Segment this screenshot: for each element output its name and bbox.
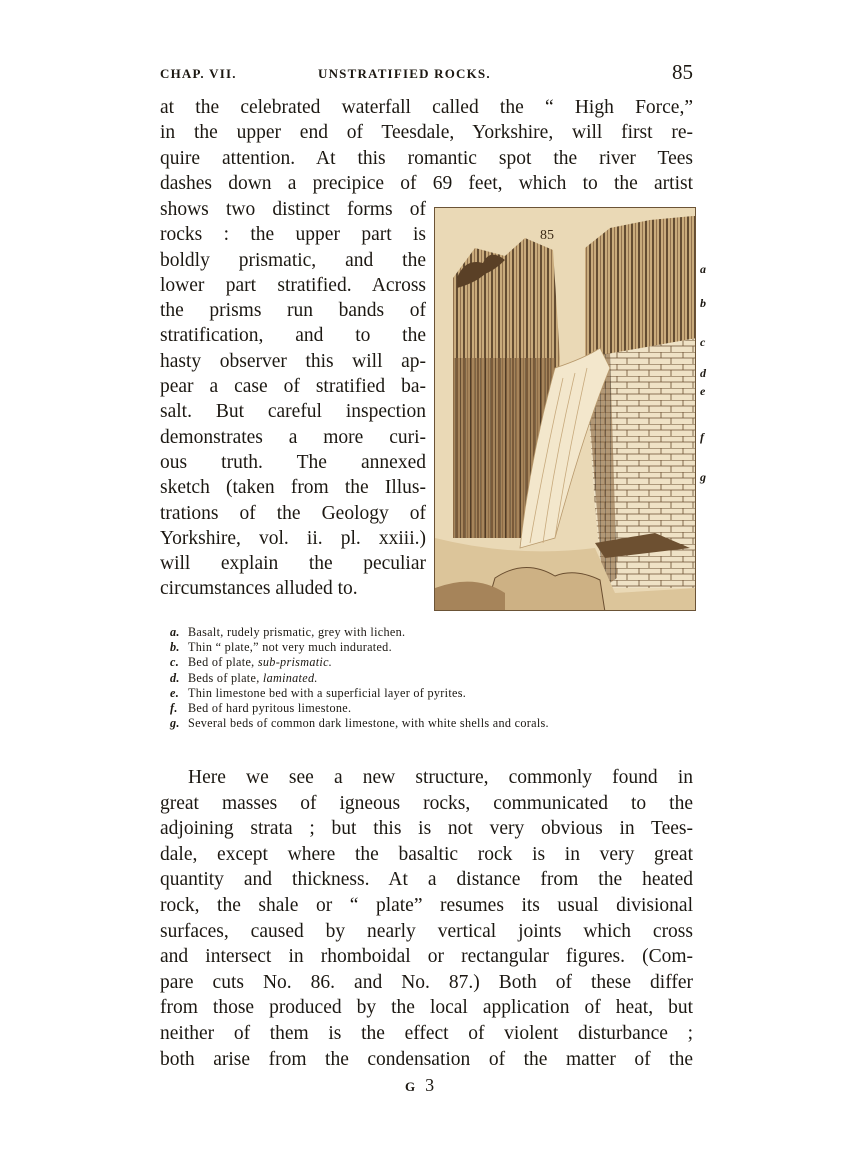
caption-key: a. [170, 625, 180, 639]
figure-key-f: f [700, 430, 704, 444]
text-line: boldly prismatic, and the [160, 249, 426, 271]
text-line: dashes down a precipice of 69 feet, which to the artist [160, 172, 693, 194]
text-line: trations of the Geology of [160, 502, 426, 524]
chapter-title: UNSTRATIFIED ROCKS. [318, 66, 491, 81]
text-line: Here we see a new structure, commonly found in [188, 767, 693, 788]
text-line: rock, the shale or “ plate” resumes its usual divisional [160, 894, 693, 916]
figure-key-c: c [700, 335, 706, 349]
text-line: the prisms run bands of [160, 300, 426, 322]
caption-text: Basalt, rudely prismatic, grey with lichen. [188, 625, 406, 639]
text-line: and intersect in rhomboidal or rectangular figures. (Com- [160, 946, 693, 968]
text-line: circumstances alluded to. [160, 578, 358, 600]
caption-text: Bed of hard pyritous limestone. [188, 701, 352, 716]
caption-item [170, 625, 700, 640]
text-line: great masses of igneous rocks, communicated to the [160, 792, 693, 814]
figure-number: 85 [540, 228, 554, 243]
text-line: lower part stratified. Across [160, 274, 426, 296]
caption-item [170, 686, 700, 701]
text-line: quire attention. At this romantic spot the river Tees [160, 147, 693, 169]
text-line: in the upper end of Teesdale, Yorkshire, will first re- [160, 122, 693, 144]
text-line: shows two distinct forms of [160, 199, 426, 220]
text-line: demonstrates a more curi- [160, 426, 426, 448]
caption-item [170, 701, 700, 716]
text-line: at the celebrated waterfall called the “ High Force,” [160, 97, 693, 118]
signature-letter: G [405, 1079, 418, 1094]
lead-paragraph [160, 95, 693, 196]
figure-caption [170, 625, 700, 731]
caption-emphasis: laminated. [262, 670, 318, 685]
text-line: pear a case of stratified ba- [160, 376, 426, 398]
text-line: neither of them is the effect of violent disturbance ; [160, 1022, 693, 1044]
caption-key: c. [170, 655, 180, 670]
figure-key-e: e [700, 384, 706, 398]
caption-item [170, 655, 700, 670]
text-line: rocks : the upper part is [160, 224, 426, 246]
text-line: ous truth. The annexed [160, 451, 426, 473]
text-line: hasty observer this will ap- [160, 350, 426, 372]
caption-key: d. [170, 670, 180, 685]
caption-text: Thin “ plate,” not very much indurated. [188, 640, 392, 655]
figure-key-a: a [700, 262, 706, 276]
caption-item [170, 640, 700, 655]
caption-emphasis: sub-prismatic. [257, 655, 333, 670]
engraving-illustration [435, 208, 696, 611]
caption-text: Thin limestone bed with a superficial layer of pyrites. [188, 685, 467, 700]
text-line: adjoining strata ; but this is not very obvious in Tees- [160, 818, 693, 840]
wrapped-paragraph [160, 197, 426, 602]
caption-key: g. [170, 716, 180, 731]
signature-number: 3 [425, 1075, 437, 1095]
running-head [160, 60, 695, 86]
figure-key-b: b [700, 296, 706, 310]
text-line: will explain the peculiar [160, 553, 426, 575]
text-line: Yorkshire, vol. ii. pl. xxiii.) [160, 527, 426, 549]
caption-item [170, 716, 700, 731]
caption-key: e. [170, 685, 180, 700]
caption-item [170, 671, 700, 686]
text-line: sketch (taken from the Illus- [160, 477, 426, 499]
text-line: salt. But careful inspection [160, 401, 426, 423]
text-line: quantity and thickness. At a distance from the heated [160, 869, 693, 891]
figure-key-d: d [700, 366, 706, 380]
waterfall-engraving [434, 207, 696, 611]
text-line: stratification, and to the [160, 325, 426, 347]
chapter-label: CHAP. VII. [160, 66, 237, 81]
text-line: both arise from the condensation of the matter of the [160, 1048, 693, 1070]
page-number: 85 [672, 60, 693, 84]
text-line: surfaces, caused by nearly vertical joints which cross [160, 920, 693, 942]
figure-key-g: g [700, 470, 706, 484]
caption-key: b. [170, 640, 180, 655]
text-line: pare cuts No. 86. and No. 87.) Both of these differ [160, 971, 693, 993]
caption-text: Beds of plate, [188, 670, 263, 685]
text-line: from those produced by the local application of heat, but [160, 997, 693, 1019]
text-line: dale, except where the basaltic rock is in very great [160, 843, 693, 865]
caption-text: Bed of plate, [188, 655, 258, 670]
signature-mark [405, 1075, 436, 1096]
body-paragraph [160, 765, 693, 1072]
caption-key: f. [170, 701, 178, 716]
caption-text: Several beds of common dark limestone, with white shells and corals. [188, 716, 549, 731]
